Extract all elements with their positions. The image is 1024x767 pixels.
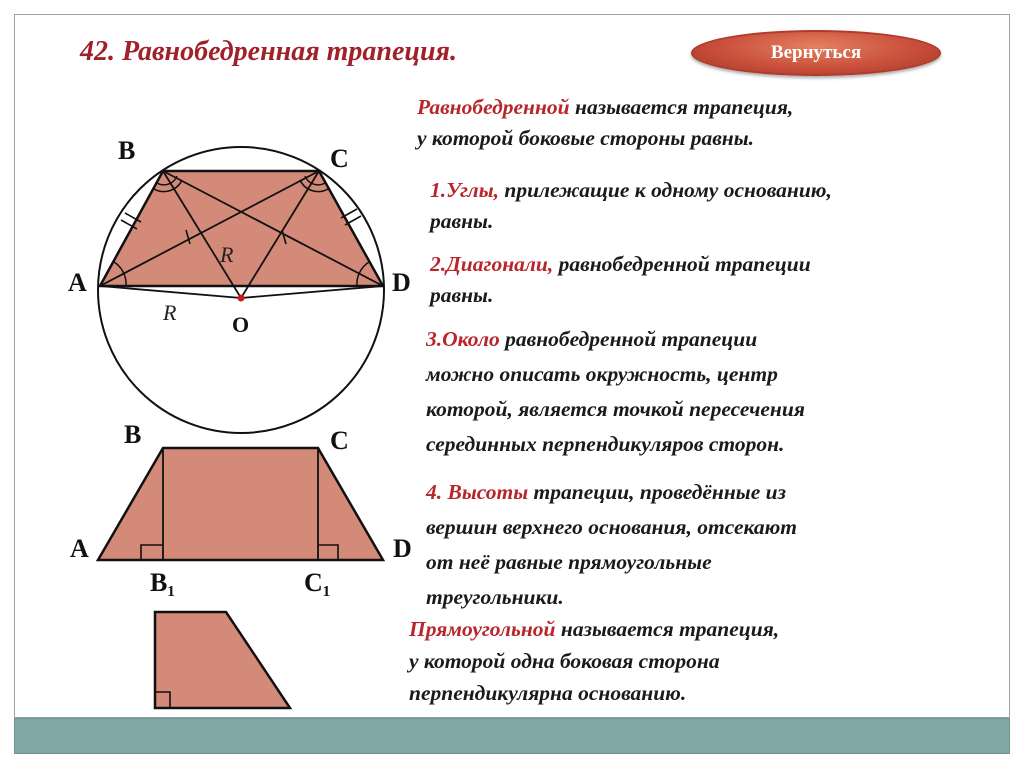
label-c1: C₁: [304, 568, 331, 597]
property-1-text-2: равны.: [430, 209, 494, 233]
label-d-fig1: D: [392, 268, 411, 297]
radius-do: [241, 286, 383, 298]
definition-isosceles: [417, 92, 793, 154]
property-3-number: 3.Около: [426, 327, 500, 351]
property-4-text-1: трапеции, проведённые из: [528, 480, 786, 504]
label-r-upper: R: [220, 242, 234, 267]
property-4-text-2: вершин верхнего основания, отсекают: [426, 515, 798, 539]
back-button[interactable]: Вернуться: [691, 30, 941, 76]
trapezoid-abcd-heights: [98, 448, 383, 560]
label-b1: B₁: [150, 568, 176, 597]
property-3-text-3: которой, является точкой пересечения: [426, 397, 805, 421]
property-1-number: 1.Углы,: [430, 178, 499, 202]
property-4-text-3: от неё равные прямоугольные: [426, 550, 712, 574]
label-r-lower: R: [163, 300, 177, 325]
property-3-text-1: равнобедренной трапеции: [499, 327, 758, 351]
property-3: [426, 322, 805, 462]
property-2-number: 2.Диагонали,: [430, 252, 554, 276]
property-2-text-2: равны.: [430, 283, 494, 307]
definition-right-trapezoid: [409, 613, 779, 709]
center-point-o: [238, 295, 245, 302]
property-3-text-2: можно описать окружность, центр: [426, 362, 778, 386]
label-a-fig2: A: [70, 534, 89, 563]
radius-ao: [100, 286, 241, 298]
property-4-number: 4. Высоты: [426, 480, 529, 504]
label-c-fig2: C: [330, 426, 349, 455]
label-a-fig1: A: [68, 268, 87, 297]
label-b-fig2: B: [124, 420, 142, 449]
property-4-text-4: треугольники.: [426, 585, 564, 609]
property-2: [430, 249, 811, 311]
property-3-text-4: серединных перпендикуляров сторон.: [426, 432, 785, 456]
definition-text-1: называется трапеция,: [569, 95, 794, 119]
right-definition-text-1: называется трапеция,: [555, 617, 780, 641]
figure-isosceles-trapezoid-circle: [98, 147, 384, 433]
property-2-text-1: равнобедренной трапеции: [553, 252, 811, 276]
right-definition-term: Прямоугольной: [409, 617, 556, 641]
figure-trapezoid-heights: [98, 448, 383, 560]
label-c-fig1: C: [330, 144, 349, 173]
right-definition-text-3: перпендикулярна основанию.: [409, 681, 687, 705]
label-b-fig1: B: [118, 136, 136, 165]
property-4: [426, 475, 797, 615]
right-definition-text-2: у которой одна боковая сторона: [409, 649, 720, 673]
label-d-fig2: D: [393, 534, 412, 563]
label-o: O: [232, 312, 250, 337]
right-trapezoid: [155, 612, 290, 708]
figure-right-trapezoid: [155, 612, 290, 708]
property-1: [430, 175, 832, 237]
property-1-text-1: прилежащие к одному основанию,: [499, 178, 832, 202]
definition-text-2: у которой боковые стороны равны.: [417, 126, 755, 150]
definition-term: Равнобедренной: [417, 95, 570, 119]
page-title: 42. Равнобедренная трапеция.: [80, 36, 457, 67]
